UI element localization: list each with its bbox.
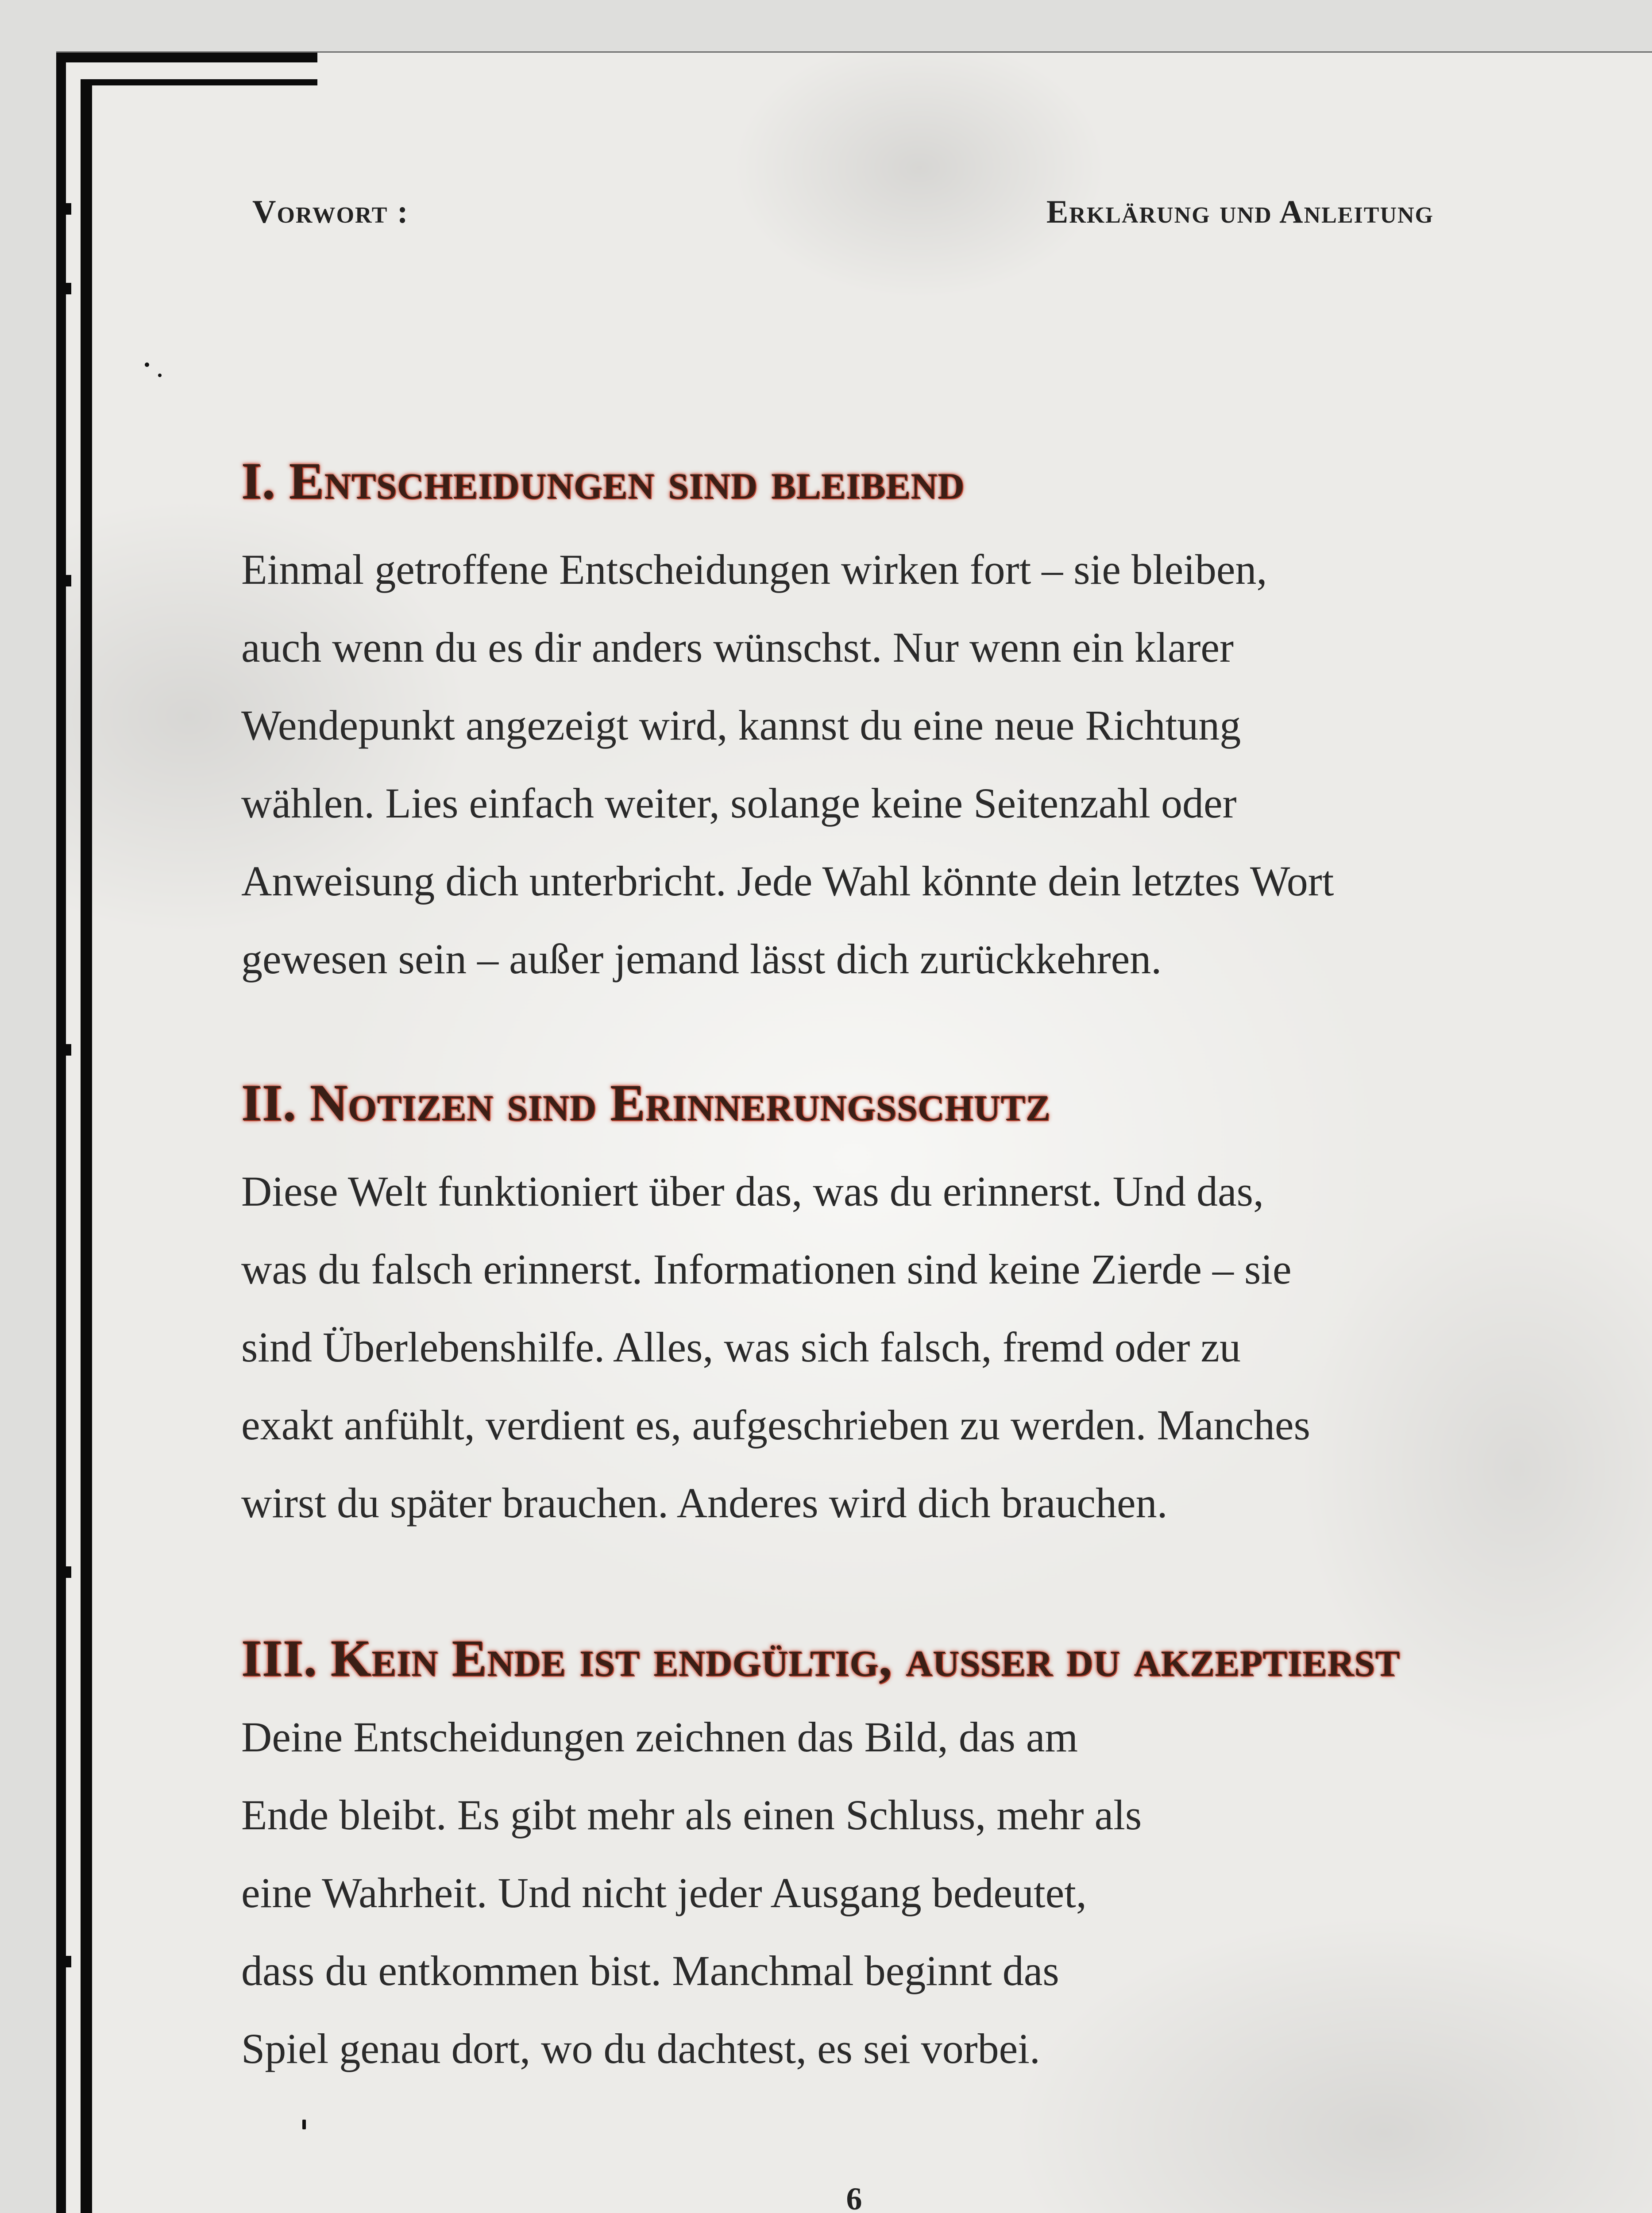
text-line: Anweisung dich unterbricht. Jede Wahl könnte dein letztes Wort — [241, 857, 1334, 905]
frame-border-top — [56, 53, 317, 62]
frame-notch — [66, 1044, 71, 1056]
text-line: wählen. Lies einfach weiter, solange keine Seitenzahl oder — [241, 779, 1237, 827]
text-line: Ende bleibt. Es gibt mehr als einen Schluss, mehr als — [241, 1791, 1142, 1839]
text-line: eine Wahrheit. Und nicht jeder Ausgang bedeutet, — [241, 1869, 1087, 1916]
section-title-3: III. Kein Ende ist endgültig, außer du akzeptierst — [241, 1629, 1400, 1687]
section-title-1: I. Entscheidungen sind bleibend — [241, 452, 965, 510]
section-body-1 — [241, 531, 1334, 998]
text-line: sind Überlebenshilfe. Alles, was sich falsch, fremd oder zu — [241, 1323, 1241, 1371]
text-line: was du falsch erinnerst. Informationen sind keine Zierde – sie — [241, 1245, 1292, 1293]
text-line: dass du entkommen bist. Manchmal beginnt das — [241, 1947, 1059, 1994]
ink-speck — [158, 374, 162, 377]
section-body-3 — [241, 1698, 1142, 2088]
frame-notch — [66, 575, 71, 586]
ink-speck — [302, 2120, 306, 2129]
page-number: 6 — [846, 2181, 862, 2213]
text-line: Spiel genau dort, wo du dachtest, es sei vorbei. — [241, 2025, 1040, 2072]
running-head-left: Vorwort : — [252, 194, 409, 230]
text-line: Wendepunkt angezeigt wird, kannst du eine neue Richtung — [241, 702, 1241, 749]
section-title-2: II. Notizen sind Erinnerungsschutz — [241, 1074, 1051, 1132]
text-line: Deine Entscheidungen zeichnen das Bild, das am — [241, 1713, 1078, 1761]
ink-speck — [145, 362, 149, 367]
running-head-right: Erklärung und Anleitung — [1046, 194, 1434, 230]
text-line: gewesen sein – außer jemand lässt dich zurückkehren. — [241, 935, 1162, 983]
text-line: auch wenn du es dir anders wünschst. Nur wenn ein klarer — [241, 624, 1234, 671]
frame-notch — [66, 203, 71, 215]
book-page — [56, 51, 1652, 2213]
frame-notch — [66, 283, 71, 294]
text-line: wirst du später brauchen. Anderes wird dich brauchen. — [241, 1479, 1168, 1527]
section-body-2 — [241, 1153, 1310, 1542]
frame-notch — [66, 1566, 71, 1578]
text-line: Einmal getroffene Entscheidungen wirken fort – sie bleiben, — [241, 546, 1267, 593]
frame-border-inner — [81, 79, 92, 2213]
frame-border-outer — [56, 53, 66, 2213]
frame-notch — [66, 1956, 71, 1967]
text-line: Diese Welt funktioniert über das, was du erinnerst. Und das, — [241, 1168, 1264, 1215]
text-line: exakt anfühlt, verdient es, aufgeschrieben zu werden. Manches — [241, 1401, 1310, 1449]
frame-border-top-inner — [81, 79, 317, 85]
